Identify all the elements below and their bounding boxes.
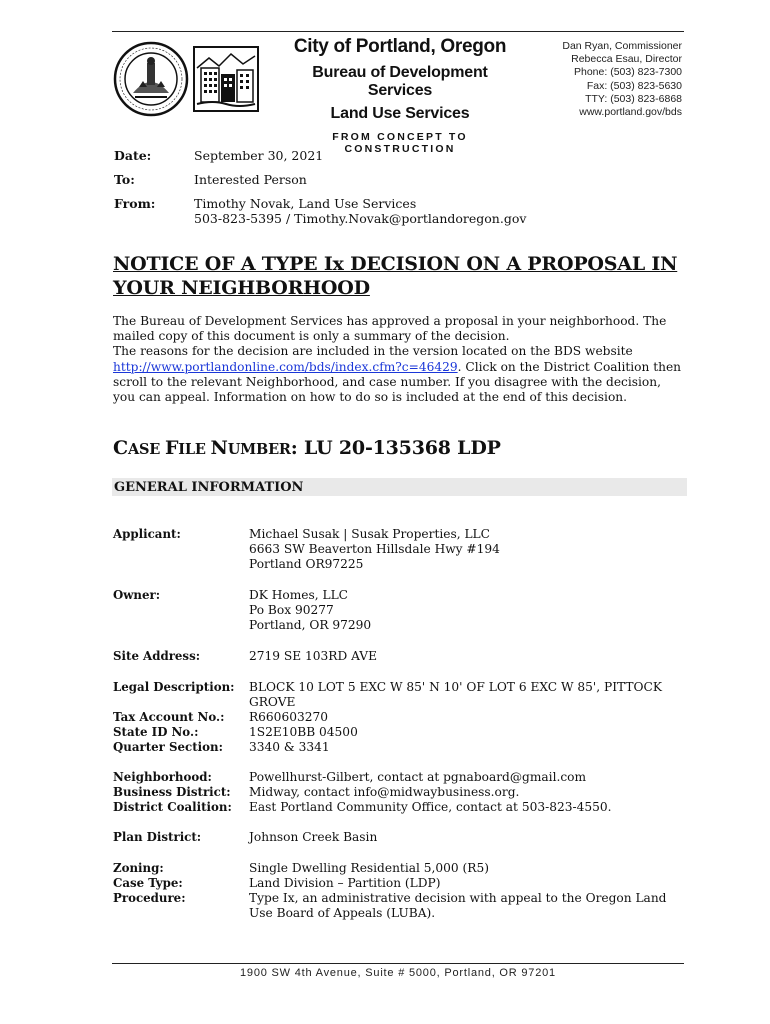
site-address-value: 2719 SE 103RD AVE [249,649,377,663]
owner-label: Owner: [113,588,161,602]
to-label: To: [114,172,135,187]
business-district-label: Business District: [113,785,231,799]
zoning-value: Single Dwelling Residential 5,000 (R5) [249,861,489,875]
site-address-label: Site Address: [113,649,201,663]
tagline: FROM CONCEPT TO CONSTRUCTION [332,131,468,155]
neighborhood-label: Neighborhood: [113,770,212,784]
district-coalition-value: East Portland Community Office, contact at 503-823-4550. [249,800,612,814]
owner-value: DK Homes, LLC Po Box 90277 Portland, OR 97290 [249,588,372,633]
applicant-value: Michael Susak | Susak Properties, LLC 6663 SW Beaverton Hillsdale Hwy #194 Portland OR97225 [249,527,500,572]
city-name: City of Portland, Oregon [293,36,507,57]
date-value: September 30, 2021 [194,148,324,163]
tax-account-label: Tax Account No.: [113,710,225,724]
footer-address: 1900 SW 4th Avenue, Suite # 5000, Portland, OR 97201 [240,967,556,979]
procedure-value: Type Ix, an administrative decision with appeal to the Oregon Land Use Board of Appeals (LUBA). [249,891,667,921]
from-value: Timothy Novak, Land Use Services [194,196,417,211]
bds-website-link[interactable]: http://www.portlandonline.com/bds/index.cfm?c=46429 [113,359,458,374]
notice-title: NOTICE OF A TYPE Ix DECISION ON A PROPOSAL IN YOUR NEIGHBORHOOD [113,253,678,299]
header-top-rule [112,31,684,32]
applicant-label: Applicant: [113,527,181,541]
buildings-logo-icon [193,46,259,112]
district-coalition-label: District Coalition: [113,800,232,814]
footer-rule [112,963,684,964]
from-label: From: [114,196,156,211]
legal-description-label: Legal Description: [113,680,235,694]
procedure-label: Procedure: [113,891,186,905]
city-seal-icon [113,41,189,117]
state-id-label: State ID No.: [113,725,199,739]
neighborhood-value: Powellhurst-Gilbert, contact at pgnaboard@gmail.com [249,770,587,784]
case-type-value: Land Division – Partition (LDP) [249,876,441,890]
to-value: Interested Person [194,172,307,187]
contact-director: Rebecca Esau, Director [571,53,682,66]
notice-intro-1: The Bureau of Development Services has approved a proposal in your neighborhood. The mailed copy of this document is only a summary of the decision. [113,314,667,344]
division-name: Land Use Services [330,105,470,122]
quarter-section-value: 3340 & 3341 [249,740,330,754]
general-info-heading: GENERAL INFORMATION [114,480,304,495]
contact-fax: Fax: (503) 823-5630 [586,79,682,92]
contact-commissioner: Dan Ryan, Commissioner [562,40,682,52]
contact-phone: Phone: (503) 823-7300 [574,66,682,79]
header-title-block [280,34,520,155]
plan-district-label: Plan District: [113,830,202,844]
notice-body [113,314,685,405]
zoning-label: Zoning: [113,861,164,875]
tax-account-value: R660603270 [249,710,328,724]
state-id-value: 1S2E10BB 04500 [249,725,358,739]
legal-description-value: BLOCK 10 LOT 5 EXC W 85' N 10' OF LOT 6 EXC W 85', PITTOCK GROVE [249,680,662,710]
date-label: Date: [114,148,152,163]
notice-intro-3: . Click on the District Coalition then scroll to the relevant Neighborhood, and case number. If you disagree with the decision, you can appeal. Information on how to do so is included at the end of this decision. [113,359,682,405]
bureau-name: Bureau of Development Services [312,64,488,99]
case-file-number: CASE FILE NUMBER: LU 20-135368 LDP [113,437,501,459]
notice-intro-2: The reasons for the decision are included in the version located on the BDS website [113,344,633,359]
from-contact-value: 503-823-5395 / Timothy.Novak@portlandoregon.gov [194,211,527,226]
plan-district-value: Johnson Creek Basin [249,830,378,844]
contact-tty: TTY: (503) 823-6868 [585,92,682,105]
business-district-value: Midway, contact info@midwaybusiness.org. [249,785,520,799]
quarter-section-label: Quarter Section: [113,740,223,754]
header-contacts [530,40,682,119]
case-type-label: Case Type: [113,876,183,890]
contact-website[interactable]: www.portland.gov/bds [579,106,682,119]
